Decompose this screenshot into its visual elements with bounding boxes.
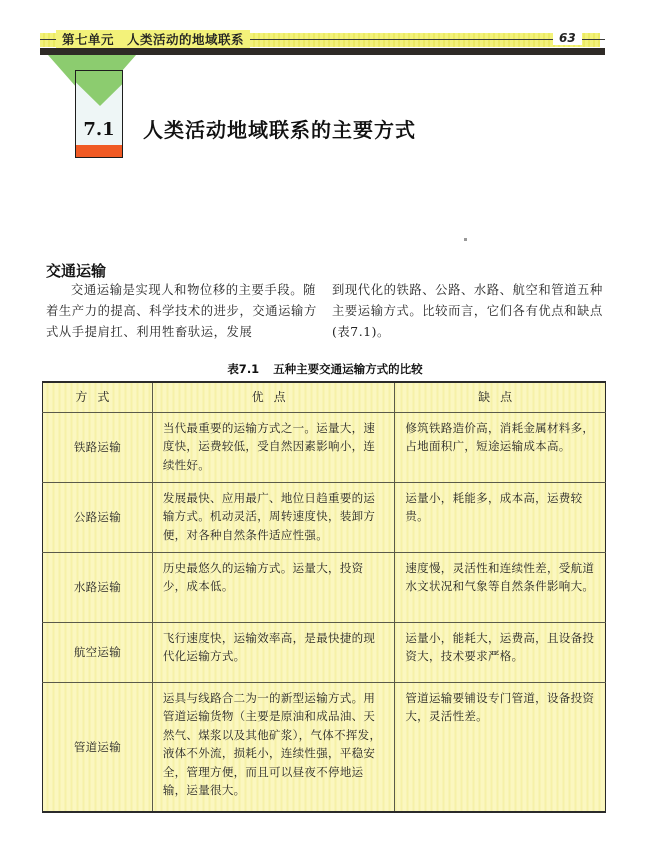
advantages-cell: 运具与线路合二为一的新型运输方式。用管道运输货物（主要是原油和成品油、天然气、煤浆以及其他矿浆），气体不挥发，液体不外流，损耗小，连续性强，平稳安全，管理方便，而且可以昼夜不停地运输，运量很大。 — [152, 682, 395, 812]
header-dark-bar — [40, 48, 605, 55]
table-row — [43, 412, 606, 482]
scan-speck — [464, 238, 467, 241]
badge-triangle-overlay — [75, 70, 123, 106]
page-number: 63 — [553, 31, 582, 45]
advantages-cell: 当代最重要的运输方式之一。运量大，速度快，运费较低，受自然因素影响小，连续性好。 — [152, 412, 395, 482]
advantages-cell: 发展最快、应用最广、地位日趋重要的运输方式。机动灵活，周转速度快，装卸方便，对各种自然条件适应性强。 — [152, 482, 395, 552]
unit-title: 第七单元 人类活动的地域联系 — [56, 30, 250, 48]
table-caption-number: 表7.1 — [227, 362, 260, 376]
header-advantages: 优点 — [152, 382, 395, 412]
mode-cell: 水路运输 — [43, 552, 153, 622]
disadvantages-cell: 修筑铁路造价高，消耗金属材料多，占地面积广，短途运输成本高。 — [395, 412, 606, 482]
table-row — [43, 552, 606, 622]
paragraph-right-column: 到现代化的铁路、公路、水路、航空和管道五种主要运输方式。比较而言，它们各有优点和缺点(表7.1)。 — [332, 283, 603, 339]
subsection-heading: 交通运输 — [46, 262, 107, 280]
mode-cell: 管道运输 — [43, 682, 153, 812]
mode-cell: 航空运输 — [43, 622, 153, 682]
disadvantages-cell: 运量小，耗能多，成本高，运费较贵。 — [395, 482, 606, 552]
header-disadvantages: 缺点 — [395, 382, 606, 412]
advantages-cell: 飞行速度快，运输效率高，是最快捷的现代化运输方式。 — [152, 622, 395, 682]
section-number: 7.1 — [83, 119, 115, 140]
section-number-badge — [75, 70, 123, 158]
table-row — [43, 682, 606, 812]
table-row — [43, 482, 606, 552]
paragraph-left-column: 交通运输是实现人和物位移的主要手段。随着生产力的提高、科学技术的进步，交通运输方式从手提肩扛、利用牲畜驮运，发展 — [46, 283, 317, 339]
mode-cell: 公路运输 — [43, 482, 153, 552]
table-header-row — [43, 382, 606, 412]
table-caption — [0, 361, 650, 377]
table-row — [43, 622, 606, 682]
table-caption-title: 五种主要交通运输方式的比较 — [273, 362, 423, 376]
badge-red-strip — [76, 145, 122, 157]
header-mode: 方式 — [43, 382, 153, 412]
disadvantages-cell: 管道运输要铺设专门管道，设备投资大，灵活性差。 — [395, 682, 606, 812]
mode-cell: 铁路运输 — [43, 412, 153, 482]
comparison-table — [42, 381, 606, 813]
disadvantages-cell: 运量小，能耗大，运费高，且设备投资大，技术要求严格。 — [395, 622, 606, 682]
disadvantages-cell: 速度慢，灵活性和连续性差，受航道水文状况和气象等自然条件影响大。 — [395, 552, 606, 622]
section-title: 人类活动地域联系的主要方式 — [143, 118, 416, 142]
running-header — [40, 28, 605, 50]
advantages-cell: 历史最悠久的运输方式。运量大，投资少，成本低。 — [152, 552, 395, 622]
